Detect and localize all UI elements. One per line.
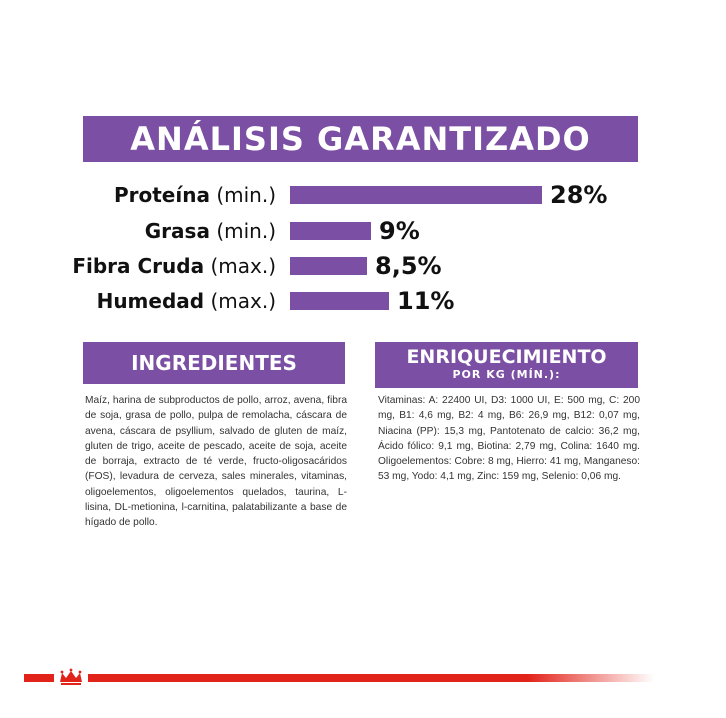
analysis-value: 28% bbox=[550, 181, 608, 209]
brand-stripe bbox=[24, 674, 654, 682]
enrichment-subheading: POR KG (MÍN.): bbox=[452, 368, 561, 381]
analysis-row-fiber bbox=[0, 251, 726, 281]
analysis-value: 9% bbox=[379, 217, 420, 245]
analysis-value: 11% bbox=[397, 287, 455, 315]
analysis-bar bbox=[290, 222, 371, 240]
analysis-row-protein bbox=[0, 180, 726, 210]
enrichment-heading: ENRIQUECIMIENTO bbox=[406, 346, 607, 368]
enrichment-banner bbox=[375, 342, 638, 388]
analysis-label: Proteína (min.) bbox=[113, 183, 276, 207]
enrichment-text: Vitaminas: A: 22400 UI, D3: 1000 UI, E: 500 mg, C: 200 mg, B1: 4,6 mg, B2: 4 mg, B6: 26,9 mg, B12: 0,07 mg, Niacina (PP): 15,3 mg, Pantotenato de calcio: 36,2 mg, Ácido fólico: 9,1 mg, Biotina: 2,79 mg, Colina: 1640 mg. Oligoelementos: Cobre: 8 mg, Hierro: 41 mg, Manganeso: 53 mg, Yodo: 4,1 mg, Zinc: 159 mg, Selenio: 0,06 mg. bbox=[378, 395, 640, 483]
analysis-label: Fibra Cruda (max.) bbox=[72, 254, 276, 278]
analysis-bar bbox=[290, 186, 542, 204]
analysis-bar bbox=[290, 292, 389, 310]
analysis-title-banner: ANÁLISIS GARANTIZADO bbox=[83, 116, 638, 162]
analysis-row-fat bbox=[0, 216, 726, 246]
ingredients-text: Maíz, harina de subproductos de pollo, arroz, avena, fibra de soja, grasa de pollo, pulpa de remolacha, cáscara de avena, cáscara de psyllium, salvado de gluten de maíz, gluten de trigo, aceite de pescado, aceite de soja, aceite de borraja, extracto de té verde, fructo-oligosacáridos (FOS), levadura de cerveza, sales minerales, vitaminas, oligoelementos, oligoelementos quelados, taurina, L-lisina, DL-metionina, l-carnitina, palatabilizante a base de hígado de pollo. bbox=[85, 395, 347, 529]
ingredients-banner: INGREDIENTES bbox=[83, 342, 345, 384]
analysis-label: Grasa (min.) bbox=[144, 219, 276, 243]
analysis-bar bbox=[290, 257, 367, 275]
analysis-label: Humedad (max.) bbox=[96, 289, 276, 313]
crown-logo-icon bbox=[58, 668, 84, 686]
analysis-value: 8,5% bbox=[375, 252, 442, 280]
analysis-row-moisture bbox=[0, 286, 726, 316]
